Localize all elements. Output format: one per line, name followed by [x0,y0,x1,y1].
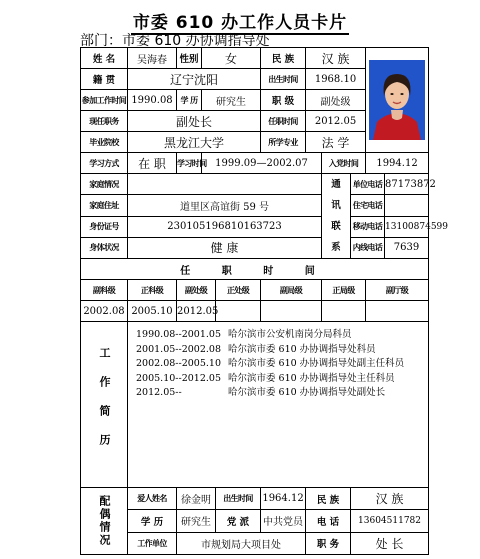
level-date [216,301,261,322]
label-study-mode: 学习方式 [81,153,128,174]
level-label: 正处级 [216,280,261,301]
value-school: 黑龙江大学 [128,132,261,153]
value-study-time: 1999.09—2002.07 [202,153,322,174]
value-spouse-name: 徐金明 [177,488,216,510]
label-spouse-birth: 出生时间 [216,488,261,510]
level-label: 副厅级 [366,280,429,301]
value-current-post: 副处长 [128,111,261,132]
value-spouse-employer: 市规划局大项目处 [177,532,306,554]
level-label: 副局级 [261,280,322,301]
value-spouse-phone: 13604511782 [351,510,429,532]
level-date [322,301,366,322]
label-school: 毕业院校 [81,132,128,153]
level-label: 正局级 [322,280,366,301]
label-native-place: 籍 贯 [81,69,128,90]
value-appoint-time: 2012.05 [306,111,366,132]
label-spouse-employer: 工作单位 [128,532,177,554]
level-date: 2002.08 [81,301,128,322]
work-history-item: 2012.05-- 哈尔滨市委 610 办协调指导处副处长 [136,387,386,398]
work-history-list [128,322,429,488]
value-spouse-ethnicity: 汉 族 [351,488,429,510]
label-birth-date: 出生时间 [261,69,306,90]
value-major: 法 学 [306,132,366,153]
work-history-label: 工作简历 [98,346,111,463]
value-name: 吴海春 [128,48,177,69]
card-title: 市委 610 办工作人员卡片 [132,13,348,33]
label-spouse-ethnicity: 民 族 [306,488,351,510]
label-rank: 职 级 [261,90,306,111]
work-history-label-cell [81,322,128,488]
value-study-mode: 在 职 [128,153,177,174]
level-date: 2012.05 [177,301,216,322]
label-major: 所学专业 [261,132,306,153]
value-gender: 女 [202,48,261,69]
value-spouse-birth: 1964.12 [261,488,306,510]
label-family: 家庭情况 [81,174,128,195]
label-spouse-name: 爱人姓名 [128,488,177,510]
value-rank: 副处级 [306,90,366,111]
label-spouse-phone: 电 话 [306,510,351,532]
value-mobile: 13100874599 [385,216,429,237]
value-intranet-phone: 7639 [385,237,429,258]
label-home-address: 家庭住址 [81,195,128,216]
photo-cell [366,48,429,153]
value-ethnicity: 汉 族 [306,48,366,69]
label-current-post: 现任职务 [81,111,128,132]
label-join-party: 入党时间 [322,153,366,174]
level-date [366,301,429,322]
label-study-time: 学习时间 [177,153,202,174]
label-spouse-position: 职 务 [306,532,351,554]
label-ethnicity: 民 族 [261,48,306,69]
value-spouse-position: 处 长 [351,532,429,554]
label-name: 姓 名 [81,48,128,69]
value-spouse-party: 中共党员 [261,510,306,532]
work-history-item: 2005.10--2012.05 哈尔滨市委 610 办协调指导处主任科员 [136,372,395,384]
label-home-phone: 住宅电话 [351,195,385,216]
level-date [261,301,322,322]
work-history-item: 2002.08--2005.10 哈尔滨市委 610 办协调指导处副主任科员 [136,358,405,369]
level-label: 正科级 [128,280,177,301]
value-join-party: 1994.12 [366,153,429,174]
value-family [128,174,322,195]
value-spouse-education: 研究生 [177,510,216,532]
label-spouse-party: 党 派 [216,510,261,532]
label-mobile: 移动电话 [351,216,385,237]
spouse-label: 配偶情况 [98,495,111,547]
label-id-number: 身份证号 [81,216,128,237]
value-home-address: 道里区高谊街 59 号 [128,195,322,216]
department-label: 部门：市委 610 办协调指导处 [80,33,270,49]
label-contact-column: 通 讯 联 系 [322,174,351,259]
label-intranet-phone: 内线电话 [351,237,385,258]
label-join-work: 参加工作时间 [81,90,128,111]
value-health: 健 康 [128,237,322,258]
work-history-item: 2001.05--2002.08 哈尔滨市委 610 办协调指导处科员 [136,343,376,355]
work-history-item: 1990.08--2001.05 哈尔滨市公安机南岗分局科员 [136,329,352,340]
id-photo [369,60,425,140]
value-birth-date: 1968.10 [306,69,366,90]
label-appoint-time: 任职时间 [261,111,306,132]
value-home-phone [385,195,429,216]
value-id-number: 230105196810163723 [128,216,322,237]
level-label: 副科级 [81,280,128,301]
label-education: 学 历 [177,90,202,111]
tenure-header: 任 职 时 间 [81,259,429,280]
label-gender: 性别 [177,48,202,69]
label-office-phone: 单位电话 [351,174,385,195]
value-native-place: 辽宁沈阳 [128,69,261,90]
value-office-phone: 87173872 [385,174,429,195]
spouse-label-cell [81,488,128,555]
level-date: 2005.10 [128,301,177,322]
label-spouse-education: 学 历 [128,510,177,532]
level-label: 副处级 [177,280,216,301]
value-join-work: 1990.08 [128,90,177,111]
personnel-card-table [80,47,449,555]
value-education: 研究生 [202,90,261,111]
label-health: 身体状况 [81,237,128,258]
